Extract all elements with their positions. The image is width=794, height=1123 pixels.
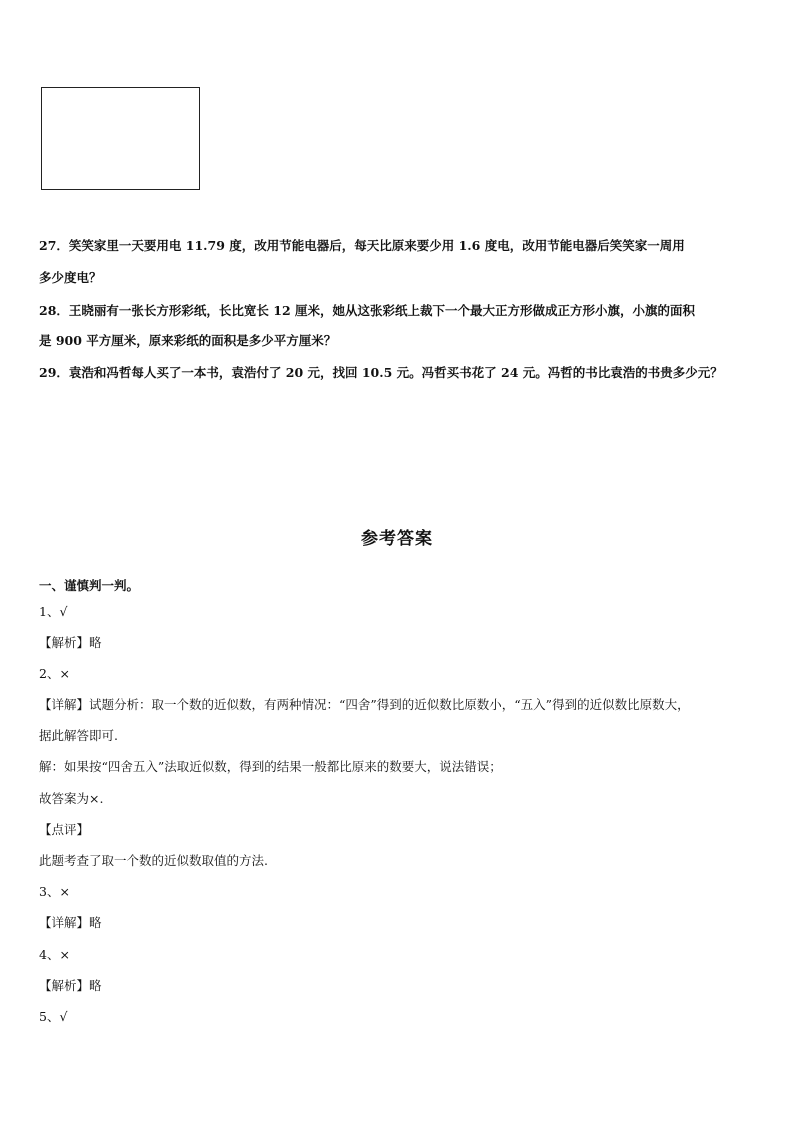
answer-2-comment: 此题考查了取一个数的近似数取值的方法. [39,853,268,868]
answer-5: 5、√ [39,1009,68,1024]
answer-3: 3、× [39,884,70,899]
question-29: 29．袁浩和冯哲每人买了一本书，袁浩付了 20 元，找回 10.5 元。冯哲买书花了 24 元。冯哲的书比袁浩的书贵多少元？ [39,365,723,380]
answer-2: 2、× [39,666,70,681]
question-27-line-2: 多少度电？ [39,270,102,285]
answer-1-note: 【解析】略 [39,635,102,650]
question-27-line-1: 27．笑笑家里一天要用电 11.79 度，改用节能电器后，每天比原来要少用 1.6 度电，改用节能电器后笑笑家一周用 [39,238,685,253]
answer-2-detail-line-2: 据此解答即可. [39,728,118,743]
section-heading: 一、谨慎判一判。 [39,578,140,593]
answer-2-comment-label: 【点评】 [39,822,90,837]
answer-2-detail-line-1: 【详解】试题分析：取一个数的近似数，有两种情况：“四舍”得到的近似数比原数小，“五入”得到的近似数比原数大， [39,697,690,712]
answer-4: 4、× [39,947,70,962]
question-28-line-1: 28．王晓丽有一张长方形彩纸，长比宽长 12 厘米，她从这张彩纸上裁下一个最大正方形做成正方形小旗，小旗的面积 [39,303,695,318]
answer-4-note: 【解析】略 [39,978,102,993]
answer-2-result: 故答案为×. [39,791,104,806]
answer-1: 1、√ [39,604,68,619]
question-28-line-2: 是 900 平方厘米，原来彩纸的面积是多少平方厘米？ [39,333,337,348]
answer-2-solution: 解：如果按“四舍五入”法取近似数，得到的结果一般都比原来的数要大，说法错误； [39,759,502,774]
blank-figure-box [41,87,200,190]
answer-3-note: 【详解】略 [39,915,102,930]
answers-title: 参考答案 [361,529,433,549]
